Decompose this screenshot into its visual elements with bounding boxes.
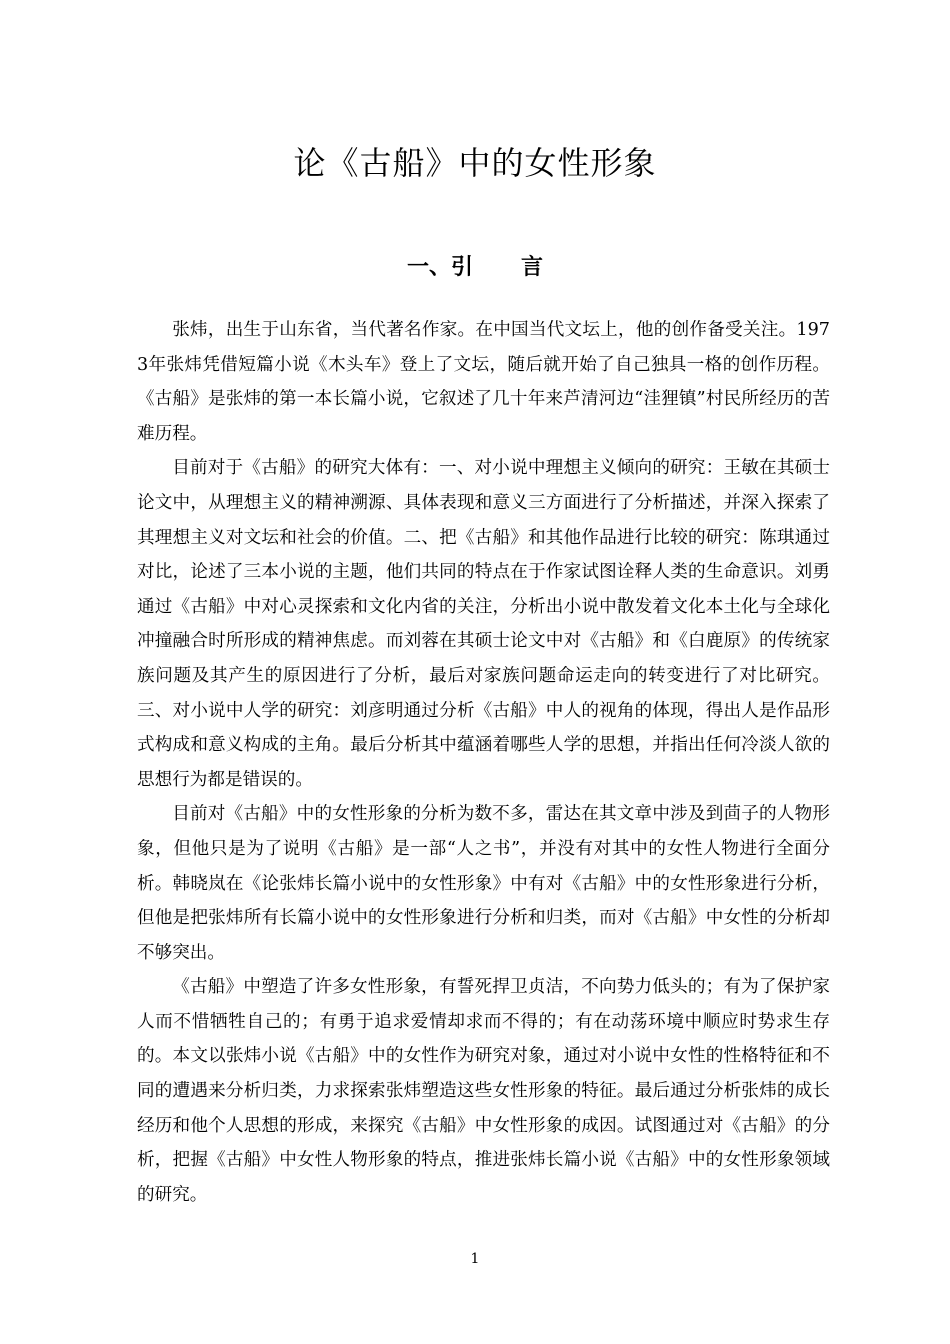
page-number: 1 [470,1251,480,1267]
paragraph-1: 张炜，出生于山东省，当代著名作家。在中国当代文坛上，他的创作备受关注。1973年张炜凭借短篇小说《木头车》登上了文坛，随后就开始了自己独具一格的创作历程。《古船》是张炜的第一本长篇小说，它叙述了几十年来芦清河边“洼狸镇”村民所经历的苦难历程。 [137,320,830,444]
section-heading-part1: 引 [450,255,473,280]
section-number: 一、 [406,255,451,280]
section-heading [0,250,950,281]
paragraph-4: 《古船》中塑造了许多女性形象，有誓死捍卫贞洁，不向势力低头的；有为了保护家人而不惜牺牲自己的；有勇于追求爱情却求而不得的；有在动荡环境中顺应时势求生存的。本文以张炜小说《古船》中的女性作为研究对象，通过对小说中女性的性格特征和不同的遭遇来分析归类，力求探索张炜塑造这些女性形象的特征。最后通过分析张炜的成长经历和他个人思想的形成，来探究《古船》中女性形象的成因。试图通过对《古船》的分析，把握《古船》中女性人物形象的特点，推进张炜长篇小说《古船》中的女性形象领域的研究。 [137,977,830,1205]
paragraph-2: 目前对于《古船》的研究大体有：一、对小说中理想主义倾向的研究：王敏在其硕士论文中，从理想主义的精神溯源、具体表现和意义三方面进行了分析描述，并深入探索了其理想主义对文坛和社会的价值。二、把《古船》和其他作品进行比较的研究：陈琪通过对比，论述了三本小说的主题，他们共同的特点在于作家试图诠释人类的生命意识。刘勇通过《古船》中对心灵探索和文化内省的关注，分析出小说中散发着文化本土化与全球化冲撞融合时所形成的精神焦虑。而刘蓉在其硕士论文中对《古船》和《白鹿原》的传统家族问题及其产生的原因进行了分析，最后对家族问题命运走向的转变进行了对比研究。三、对小说中人学的研究：刘彦明通过分析《古船》中人的视角的体现，得出人是作品形式构成和意义构成的主角。最后分析其中蕴涵着哪些人学的思想，并指出任何冷淡人欲的思想行为都是错误的。 [137,458,830,790]
document-title: 论《古船》中的女性形象 [293,144,657,182]
paragraph-3: 目前对《古船》中的女性形象的分析为数不多，雷达在其文章中涉及到茴子的人物形象，但他只是为了说明《古船》是一部“人之书”，并没有对其中的女性人物进行全面分析。韩晓岚在《论张炜长篇小说中的女性形象》中有对《古船》中的女性形象进行分析，但他是把张炜所有长篇小说中的女性形象进行分析和归类，而对《古船》中女性的分析却不够突出。 [137,804,830,963]
body-text [137,313,830,1212]
section-heading-part2: 言 [521,255,544,280]
